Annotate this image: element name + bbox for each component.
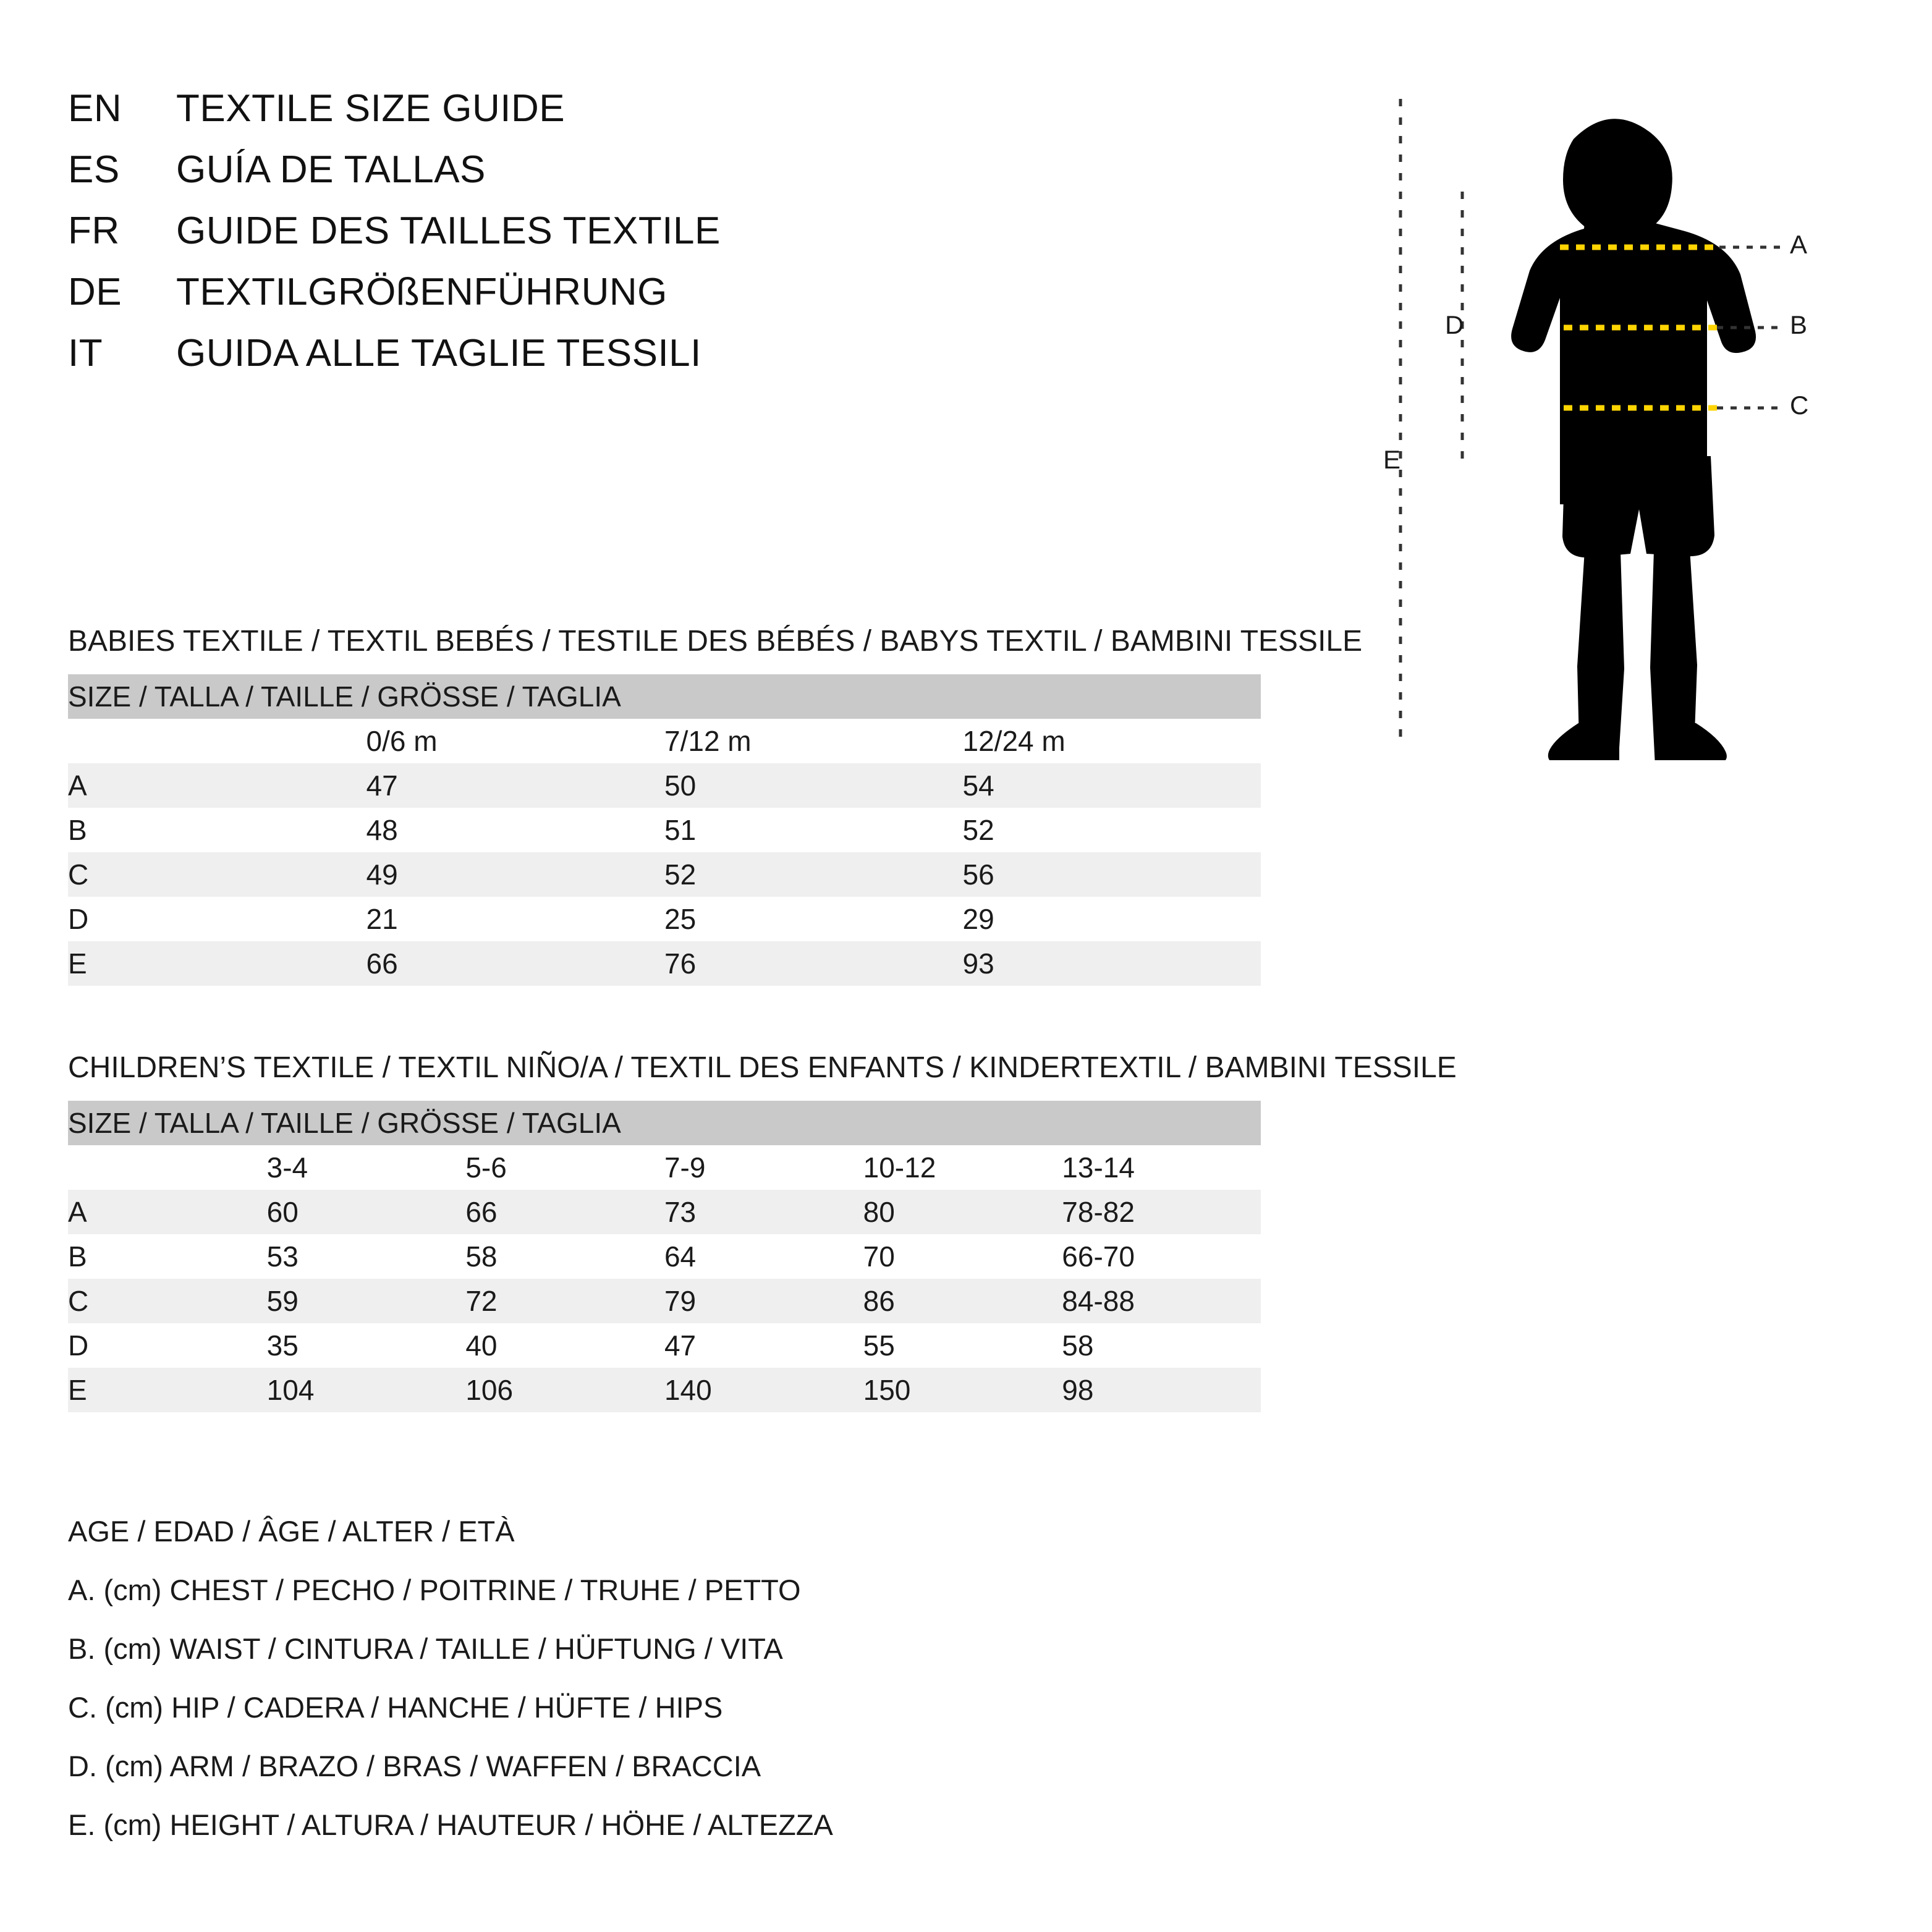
children-row-label-e: E	[68, 1368, 267, 1412]
babies-cell-d-2: 29	[963, 897, 1261, 941]
title-text-fr: GUIDE DES TAILLES TEXTILE	[176, 210, 721, 252]
children-row-label-c: C	[68, 1279, 267, 1323]
children-column-4: 13-14	[1062, 1145, 1261, 1190]
children-cell-a-0: 60	[267, 1190, 466, 1234]
children-row-label-a: A	[68, 1190, 267, 1234]
title-text-es: GUÍA DE TALLAS	[176, 148, 486, 191]
legend-item-arm: D. (cm) ARM / BRAZO / BRAS / WAFFEN / BRACCIA	[68, 1750, 761, 1782]
children-row-label-b: B	[68, 1234, 267, 1279]
legend-item-waist: B. (cm) WAIST / CINTURA / TAILLE / HÜFTUNG / VITA	[68, 1632, 783, 1665]
table-row	[68, 1234, 1261, 1279]
children-cell-b-0: 53	[267, 1234, 466, 1279]
figure-marker-e: E	[1383, 445, 1401, 474]
children-cell-a-4: 78-82	[1062, 1190, 1261, 1234]
babies-cell-c-2: 56	[963, 852, 1261, 897]
children-cell-e-2: 140	[664, 1368, 863, 1412]
children-row-label-d: D	[68, 1323, 267, 1368]
legend-item-hip: C. (cm) HIP / CADERA / HANCHE / HÜFTE / HIPS	[68, 1691, 723, 1724]
title-text-en: TEXTILE SIZE GUIDE	[176, 87, 566, 130]
title-lang-it: IT	[68, 332, 103, 375]
babies-size-table	[68, 674, 1261, 986]
title-row	[68, 148, 1242, 192]
child-silhouette	[1511, 119, 1756, 760]
title-lang-en: EN	[68, 87, 122, 130]
children-cell-b-3: 70	[863, 1234, 1062, 1279]
babies-row-label-e: E	[68, 941, 366, 986]
empty-corner-cell	[68, 719, 366, 763]
children-cell-e-4: 98	[1062, 1368, 1261, 1412]
children-section-title: CHILDREN’S TEXTILE / TEXTIL NIÑO/A / TEXTIL DES ENFANTS / KINDERTEXTIL / BAMBINI TESSILE	[68, 1051, 1457, 1084]
children-cell-a-2: 73	[664, 1190, 863, 1234]
children-cell-d-3: 55	[863, 1323, 1062, 1368]
babies-cell-e-1: 76	[664, 941, 963, 986]
children-cell-c-1: 72	[465, 1279, 664, 1323]
children-cell-d-4: 58	[1062, 1323, 1261, 1368]
babies-cell-b-1: 51	[664, 808, 963, 852]
babies-cell-d-0: 21	[366, 897, 665, 941]
babies-cell-a-2: 54	[963, 763, 1261, 808]
children-cell-a-3: 80	[863, 1190, 1062, 1234]
children-section	[68, 1051, 1483, 1412]
children-cell-d-0: 35	[267, 1323, 466, 1368]
children-table-header: SIZE / TALLA / TAILLE / GRÖSSE / TAGLIA	[68, 1101, 1261, 1145]
figure-marker-c: C	[1790, 391, 1809, 420]
title-row	[68, 87, 1242, 130]
babies-row-label-d: D	[68, 897, 366, 941]
table-column-row	[68, 1145, 1261, 1190]
babies-cell-e-0: 66	[366, 941, 665, 986]
babies-section	[68, 624, 1483, 986]
empty-corner-cell	[68, 1145, 267, 1190]
babies-column-0: 0/6 m	[366, 719, 665, 763]
children-cell-b-4: 66-70	[1062, 1234, 1261, 1279]
children-column-0: 3-4	[267, 1145, 466, 1190]
table-row	[68, 1323, 1261, 1368]
figure-marker-b: B	[1790, 310, 1808, 339]
babies-row-label-a: A	[68, 763, 366, 808]
title-lang-de: DE	[68, 271, 122, 313]
table-row	[68, 1368, 1261, 1412]
babies-cell-d-1: 25	[664, 897, 963, 941]
table-row	[68, 1190, 1261, 1234]
children-cell-c-0: 59	[267, 1279, 466, 1323]
babies-section-title: BABIES TEXTILE / TEXTIL BEBÉS / TESTILE DES BÉBÉS / BABYS TEXTIL / BAMBINI TESSILE	[68, 625, 1363, 658]
table-row	[68, 808, 1261, 852]
babies-column-1: 7/12 m	[664, 719, 963, 763]
babies-cell-a-1: 50	[664, 763, 963, 808]
title-block	[68, 87, 1242, 392]
title-row	[68, 270, 1242, 314]
title-lang-es: ES	[68, 148, 120, 191]
children-cell-d-2: 47	[664, 1323, 863, 1368]
children-column-3: 10-12	[863, 1145, 1062, 1190]
children-cell-d-1: 40	[465, 1323, 664, 1368]
babies-row-label-b: B	[68, 808, 366, 852]
children-size-table	[68, 1101, 1261, 1412]
legend-item-chest: A. (cm) CHEST / PECHO / POITRINE / TRUHE / PETTO	[68, 1574, 801, 1606]
children-cell-e-0: 104	[267, 1368, 466, 1412]
babies-cell-c-0: 49	[366, 852, 665, 897]
children-cell-e-3: 150	[863, 1368, 1062, 1412]
legend-item-height: E. (cm) HEIGHT / ALTURA / HAUTEUR / HÖHE / ALTEZZA	[68, 1808, 833, 1841]
children-cell-e-1: 106	[465, 1368, 664, 1412]
table-row	[68, 897, 1261, 941]
legend-item-age: AGE / EDAD / ÂGE / ALTER / ETÀ	[68, 1515, 515, 1548]
babies-cell-a-0: 47	[366, 763, 665, 808]
title-text-it: GUIDA ALLE TAGLIE TESSILI	[176, 332, 701, 375]
measurement-legend	[68, 1514, 1428, 1866]
title-text-de: TEXTILGRÖßENFÜHRUNG	[176, 271, 667, 313]
title-row	[68, 209, 1242, 253]
table-column-row	[68, 719, 1261, 763]
babies-cell-b-2: 52	[963, 808, 1261, 852]
babies-cell-b-0: 48	[366, 808, 665, 852]
table-row	[68, 852, 1261, 897]
title-lang-fr: FR	[68, 210, 120, 252]
children-column-1: 5-6	[465, 1145, 664, 1190]
babies-row-label-c: C	[68, 852, 366, 897]
babies-column-2: 12/24 m	[963, 719, 1261, 763]
children-cell-c-4: 84-88	[1062, 1279, 1261, 1323]
table-row	[68, 941, 1261, 986]
children-cell-c-3: 86	[863, 1279, 1062, 1323]
figure-marker-a: A	[1790, 230, 1808, 259]
babies-cell-e-2: 93	[963, 941, 1261, 986]
babies-table-header: SIZE / TALLA / TAILLE / GRÖSSE / TAGLIA	[68, 674, 1261, 719]
table-header-row	[68, 1101, 1261, 1145]
children-cell-b-1: 58	[465, 1234, 664, 1279]
children-cell-b-2: 64	[664, 1234, 863, 1279]
children-cell-c-2: 79	[664, 1279, 863, 1323]
figure-marker-d: D	[1445, 310, 1464, 339]
table-row	[68, 1279, 1261, 1323]
children-column-2: 7-9	[664, 1145, 863, 1190]
babies-cell-c-1: 52	[664, 852, 963, 897]
title-row	[68, 331, 1242, 375]
table-row	[68, 763, 1261, 808]
table-header-row	[68, 674, 1261, 719]
children-cell-a-1: 66	[465, 1190, 664, 1234]
